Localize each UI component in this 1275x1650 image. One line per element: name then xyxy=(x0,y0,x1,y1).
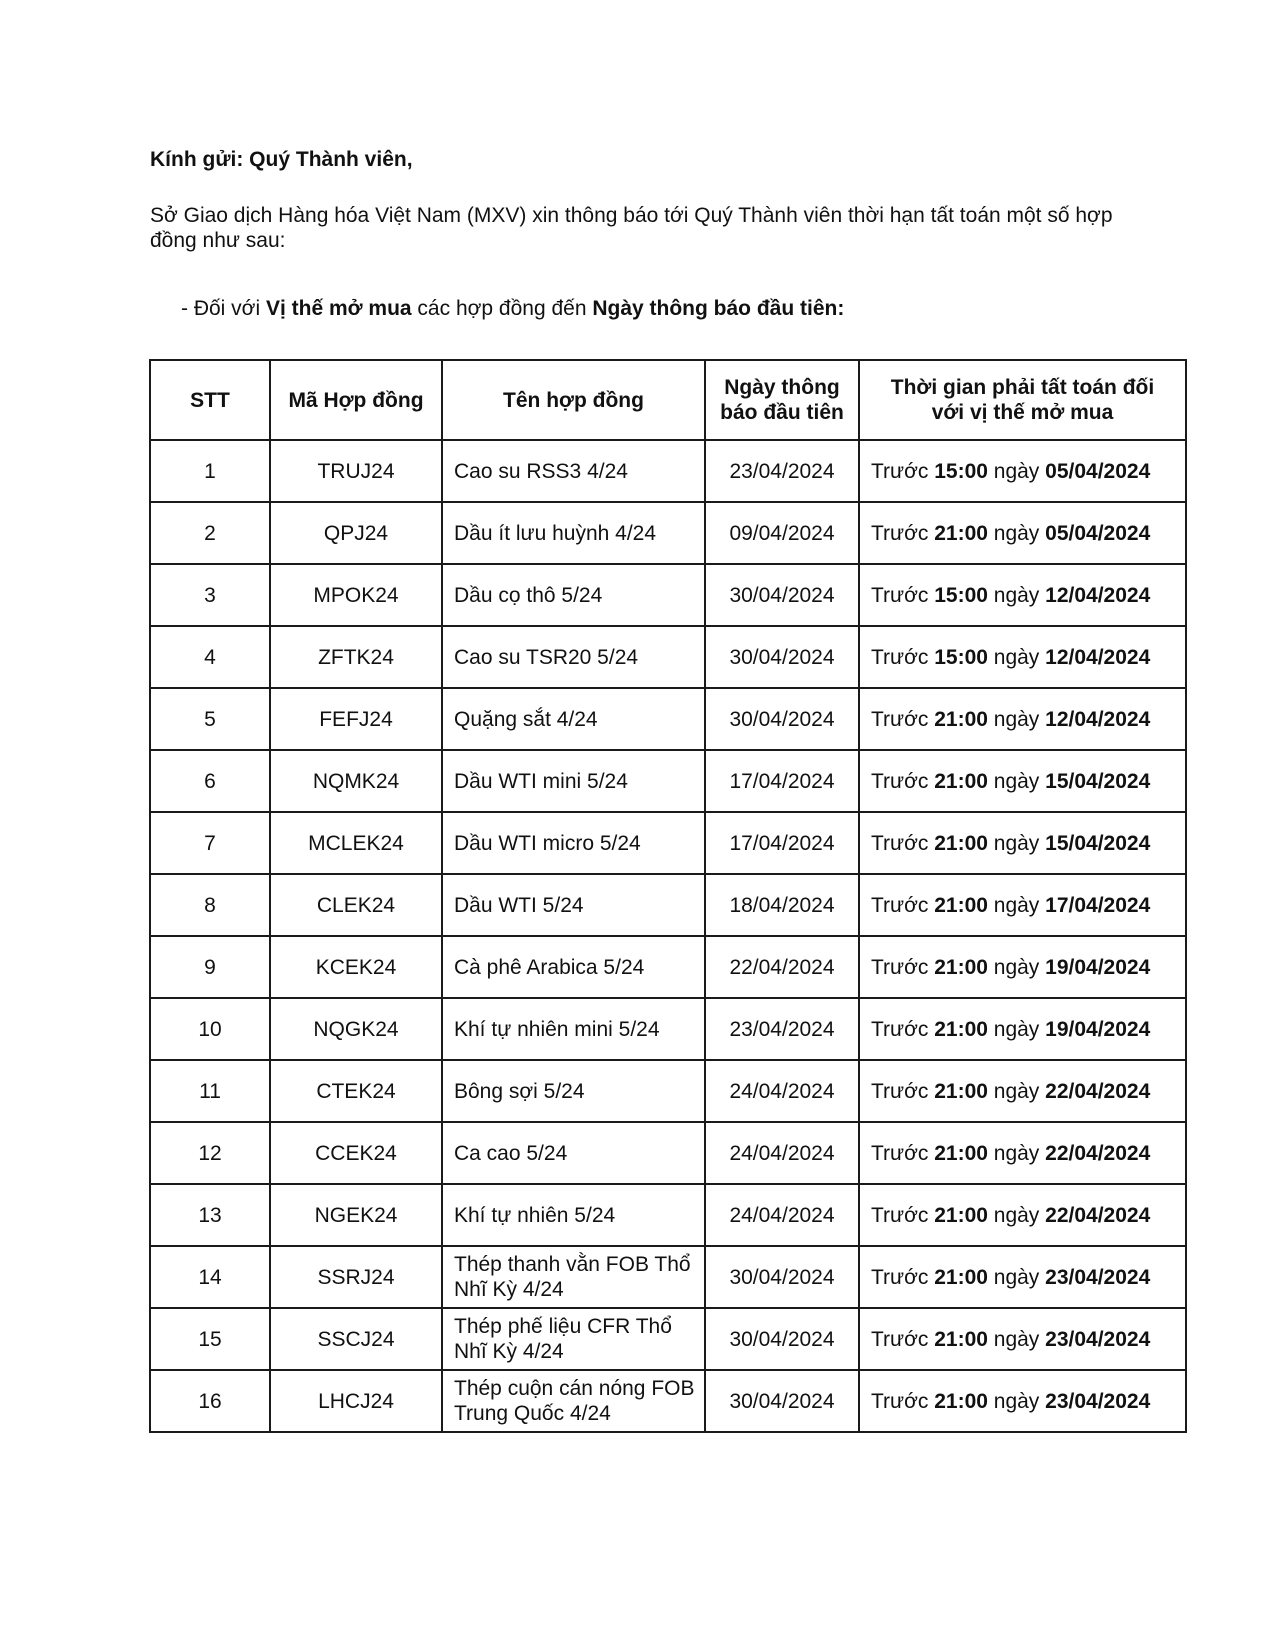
cell-first-notice-date: 24/04/2024 xyxy=(705,1060,859,1122)
deadline-prefix: Trước xyxy=(871,1389,935,1413)
deadline-middle: ngày xyxy=(987,955,1046,979)
table-row xyxy=(150,1060,1186,1122)
cell-stt: 3 xyxy=(150,564,270,626)
cell-contract-name: Khí tự nhiên 5/24 xyxy=(442,1184,705,1246)
deadline-middle: ngày xyxy=(987,831,1046,855)
cell-settlement-deadline xyxy=(859,1122,1186,1184)
cell-stt: 16 xyxy=(150,1370,270,1432)
header-stt: STT xyxy=(150,360,270,440)
deadline-time: 21:00 xyxy=(934,769,988,793)
cell-contract-name: Khí tự nhiên mini 5/24 xyxy=(442,998,705,1060)
cell-first-notice-date: 17/04/2024 xyxy=(705,750,859,812)
deadline-prefix: Trước xyxy=(871,583,935,607)
cell-settlement-deadline xyxy=(859,1370,1186,1432)
cell-contract-code: SSCJ24 xyxy=(270,1308,442,1370)
deadline-time: 15:00 xyxy=(934,645,988,669)
cell-settlement-deadline xyxy=(859,750,1186,812)
deadline-prefix: Trước xyxy=(871,645,935,669)
cell-contract-name: Cao su RSS3 4/24 xyxy=(442,440,705,502)
table-body xyxy=(150,440,1186,1432)
deadline-middle: ngày xyxy=(987,1141,1046,1165)
contracts-table xyxy=(149,359,1187,1433)
header-contract-name: Tên hợp đồng xyxy=(442,360,705,440)
table-row xyxy=(150,1370,1186,1432)
cell-contract-code: MCLEK24 xyxy=(270,812,442,874)
cell-stt: 12 xyxy=(150,1122,270,1184)
deadline-middle: ngày xyxy=(987,1079,1046,1103)
deadline-prefix: Trước xyxy=(871,1203,935,1227)
cell-contract-name: Cao su TSR20 5/24 xyxy=(442,626,705,688)
deadline-prefix: Trước xyxy=(871,1141,935,1165)
cell-settlement-deadline xyxy=(859,1308,1186,1370)
cell-contract-code: CTEK24 xyxy=(270,1060,442,1122)
cell-contract-code: NQMK24 xyxy=(270,750,442,812)
cell-contract-code: ZFTK24 xyxy=(270,626,442,688)
table-row xyxy=(150,502,1186,564)
deadline-time: 21:00 xyxy=(934,707,988,731)
table-row xyxy=(150,750,1186,812)
deadline-middle: ngày xyxy=(987,645,1046,669)
deadline-date: 05/04/2024 xyxy=(1045,521,1151,545)
cell-contract-name: Quặng sắt 4/24 xyxy=(442,688,705,750)
deadline-middle: ngày xyxy=(987,769,1046,793)
cell-contract-code: NQGK24 xyxy=(270,998,442,1060)
cell-first-notice-date: 18/04/2024 xyxy=(705,874,859,936)
cell-settlement-deadline xyxy=(859,564,1186,626)
cell-contract-name: Cà phê Arabica 5/24 xyxy=(442,936,705,998)
cell-contract-code: NGEK24 xyxy=(270,1184,442,1246)
deadline-middle: ngày xyxy=(987,1017,1046,1041)
deadline-time: 21:00 xyxy=(934,1327,988,1351)
cell-first-notice-date: 17/04/2024 xyxy=(705,812,859,874)
cell-stt: 2 xyxy=(150,502,270,564)
cell-settlement-deadline xyxy=(859,1246,1186,1308)
cell-settlement-deadline xyxy=(859,812,1186,874)
bullet-middle: các hợp đồng đến xyxy=(411,297,593,320)
deadline-middle: ngày xyxy=(987,521,1046,545)
cell-stt: 15 xyxy=(150,1308,270,1370)
header-first-notice-date: Ngày thông báo đầu tiên xyxy=(705,360,859,440)
cell-first-notice-date: 30/04/2024 xyxy=(705,1308,859,1370)
deadline-date: 12/04/2024 xyxy=(1045,645,1151,669)
cell-contract-code: TRUJ24 xyxy=(270,440,442,502)
cell-contract-name: Bông sợi 5/24 xyxy=(442,1060,705,1122)
deadline-middle: ngày xyxy=(987,1389,1046,1413)
deadline-date: 12/04/2024 xyxy=(1045,583,1151,607)
cell-settlement-deadline xyxy=(859,936,1186,998)
deadline-prefix: Trước xyxy=(871,1079,935,1103)
cell-stt: 10 xyxy=(150,998,270,1060)
cell-contract-code: QPJ24 xyxy=(270,502,442,564)
deadline-middle: ngày xyxy=(987,707,1046,731)
deadline-time: 15:00 xyxy=(934,459,988,483)
bullet-prefix: - Đối với xyxy=(181,297,266,320)
deadline-time: 21:00 xyxy=(934,955,988,979)
cell-contract-name: Dầu ít lưu huỳnh 4/24 xyxy=(442,502,705,564)
deadline-prefix: Trước xyxy=(871,1327,935,1351)
cell-contract-code: KCEK24 xyxy=(270,936,442,998)
table-row xyxy=(150,936,1186,998)
table-row xyxy=(150,1122,1186,1184)
deadline-middle: ngày xyxy=(987,1203,1046,1227)
deadline-prefix: Trước xyxy=(871,459,935,483)
cell-stt: 8 xyxy=(150,874,270,936)
deadline-date: 22/04/2024 xyxy=(1045,1079,1151,1103)
cell-stt: 14 xyxy=(150,1246,270,1308)
table-row xyxy=(150,812,1186,874)
deadline-time: 21:00 xyxy=(934,893,988,917)
cell-stt: 9 xyxy=(150,936,270,998)
header-contract-code: Mã Hợp đồng xyxy=(270,360,442,440)
deadline-date: 15/04/2024 xyxy=(1045,831,1151,855)
deadline-time: 21:00 xyxy=(934,1203,988,1227)
cell-contract-code: LHCJ24 xyxy=(270,1370,442,1432)
bullet-bold-position: Vị thế mở mua xyxy=(265,297,412,320)
cell-settlement-deadline xyxy=(859,874,1186,936)
cell-contract-name: Ca cao 5/24 xyxy=(442,1122,705,1184)
table-row xyxy=(150,440,1186,502)
table-header-row xyxy=(150,360,1186,440)
cell-first-notice-date: 30/04/2024 xyxy=(705,626,859,688)
deadline-prefix: Trước xyxy=(871,769,935,793)
cell-first-notice-date: 09/04/2024 xyxy=(705,502,859,564)
cell-contract-name: Dầu WTI micro 5/24 xyxy=(442,812,705,874)
cell-settlement-deadline xyxy=(859,998,1186,1060)
table-row xyxy=(150,1308,1186,1370)
deadline-middle: ngày xyxy=(987,1327,1046,1351)
deadline-date: 22/04/2024 xyxy=(1045,1203,1151,1227)
cell-first-notice-date: 30/04/2024 xyxy=(705,564,859,626)
cell-contract-name: Thép cuộn cán nóng FOB Trung Quốc 4/24 xyxy=(442,1370,705,1432)
cell-first-notice-date: 23/04/2024 xyxy=(705,998,859,1060)
deadline-time: 21:00 xyxy=(934,1389,988,1413)
deadline-date: 23/04/2024 xyxy=(1045,1265,1151,1289)
cell-first-notice-date: 30/04/2024 xyxy=(705,1370,859,1432)
cell-stt: 1 xyxy=(150,440,270,502)
deadline-prefix: Trước xyxy=(871,955,935,979)
cell-first-notice-date: 30/04/2024 xyxy=(705,1246,859,1308)
deadline-time: 21:00 xyxy=(934,831,988,855)
cell-settlement-deadline xyxy=(859,1184,1186,1246)
cell-stt: 6 xyxy=(150,750,270,812)
deadline-time: 21:00 xyxy=(934,1141,988,1165)
deadline-time: 15:00 xyxy=(934,583,988,607)
deadline-prefix: Trước xyxy=(871,831,935,855)
cell-stt: 5 xyxy=(150,688,270,750)
table-row xyxy=(150,1184,1186,1246)
deadline-middle: ngày xyxy=(987,459,1046,483)
deadline-time: 21:00 xyxy=(934,1079,988,1103)
deadline-date: 15/04/2024 xyxy=(1045,769,1151,793)
cell-settlement-deadline xyxy=(859,688,1186,750)
deadline-middle: ngày xyxy=(987,893,1046,917)
cell-contract-code: CCEK24 xyxy=(270,1122,442,1184)
table-row xyxy=(150,626,1186,688)
deadline-time: 21:00 xyxy=(934,521,988,545)
deadline-prefix: Trước xyxy=(871,521,935,545)
cell-contract-code: FEFJ24 xyxy=(270,688,442,750)
header-settlement-deadline: Thời gian phải tất toán đối với vị thế mở mua xyxy=(859,360,1186,440)
cell-first-notice-date: 24/04/2024 xyxy=(705,1184,859,1246)
cell-contract-name: Thép phế liệu CFR Thổ Nhĩ Kỳ 4/24 xyxy=(442,1308,705,1370)
cell-contract-name: Dầu WTI mini 5/24 xyxy=(442,750,705,812)
cell-first-notice-date: 23/04/2024 xyxy=(705,440,859,502)
deadline-date: 05/04/2024 xyxy=(1045,459,1151,483)
cell-contract-code: CLEK24 xyxy=(270,874,442,936)
deadline-prefix: Trước xyxy=(871,1265,935,1289)
deadline-date: 23/04/2024 xyxy=(1045,1389,1151,1413)
deadline-time: 21:00 xyxy=(934,1017,988,1041)
table-row xyxy=(150,998,1186,1060)
greeting: Kính gửi: Quý Thành viên, xyxy=(150,148,413,171)
cell-first-notice-date: 22/04/2024 xyxy=(705,936,859,998)
bullet-line xyxy=(181,297,844,321)
deadline-date: 17/04/2024 xyxy=(1045,893,1151,917)
deadline-middle: ngày xyxy=(987,583,1046,607)
cell-stt: 13 xyxy=(150,1184,270,1246)
cell-contract-name: Dầu cọ thô 5/24 xyxy=(442,564,705,626)
cell-stt: 11 xyxy=(150,1060,270,1122)
deadline-date: 23/04/2024 xyxy=(1045,1327,1151,1351)
cell-contract-code: MPOK24 xyxy=(270,564,442,626)
bullet-bold-date: Ngày thông báo đầu tiên: xyxy=(592,297,845,320)
cell-stt: 4 xyxy=(150,626,270,688)
cell-settlement-deadline xyxy=(859,502,1186,564)
table-row xyxy=(150,564,1186,626)
deadline-date: 19/04/2024 xyxy=(1045,1017,1151,1041)
table-row xyxy=(150,874,1186,936)
cell-contract-name: Thép thanh vằn FOB Thổ Nhĩ Kỳ 4/24 xyxy=(442,1246,705,1308)
deadline-time: 21:00 xyxy=(934,1265,988,1289)
deadline-date: 22/04/2024 xyxy=(1045,1141,1151,1165)
cell-first-notice-date: 24/04/2024 xyxy=(705,1122,859,1184)
cell-settlement-deadline xyxy=(859,440,1186,502)
cell-contract-name: Dầu WTI 5/24 xyxy=(442,874,705,936)
deadline-prefix: Trước xyxy=(871,1017,935,1041)
table-row xyxy=(150,688,1186,750)
cell-first-notice-date: 30/04/2024 xyxy=(705,688,859,750)
cell-contract-code: SSRJ24 xyxy=(270,1246,442,1308)
cell-stt: 7 xyxy=(150,812,270,874)
deadline-date: 19/04/2024 xyxy=(1045,955,1151,979)
deadline-prefix: Trước xyxy=(871,893,935,917)
deadline-middle: ngày xyxy=(987,1265,1046,1289)
cell-settlement-deadline xyxy=(859,1060,1186,1122)
intro-paragraph: Sở Giao dịch Hàng hóa Việt Nam (MXV) xin thông báo tới Quý Thành viên thời hạn tất toán một số hợp đồng như sau: xyxy=(150,204,1113,252)
deadline-date: 12/04/2024 xyxy=(1045,707,1151,731)
deadline-prefix: Trước xyxy=(871,707,935,731)
cell-settlement-deadline xyxy=(859,626,1186,688)
table-row xyxy=(150,1246,1186,1308)
